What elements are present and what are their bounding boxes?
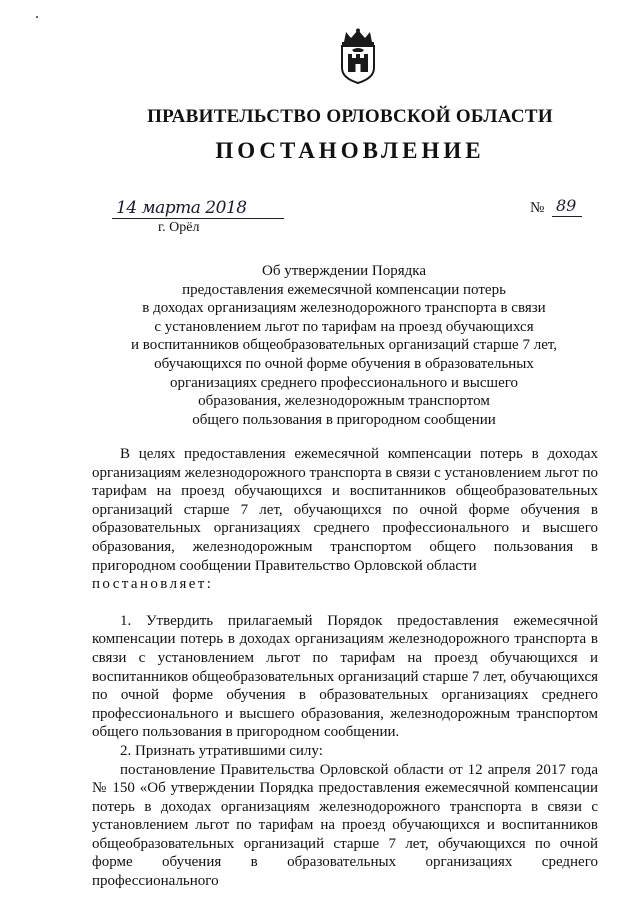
number-label: № xyxy=(530,200,545,216)
date-handwritten: 14 марта 2018 xyxy=(116,198,247,218)
subject-line: Об утверждении Порядка xyxy=(262,263,426,279)
government-title: ПРАВИТЕЛЬСТВО ОРЛОВСКОЙ ОБЛАСТИ xyxy=(147,106,553,127)
date-underline xyxy=(112,218,284,219)
subject-line: образования, железнодорожным транспортом xyxy=(198,393,490,410)
preamble-paragraph: В целях предоставления ежемесячной компенсации потерь в доходах организациям железнодорожного транспорта в связи с установлением льгот по тарифам на проезд обучающихся и воспитанников общеобразовательных организаций старше 7 лет, обучающихся по очной форме обучения в образовательных организациях среднего профессионального и высшего образования, железнодорожным транспортом общего пользования в пригородном сообщении Правительство Орловской области xyxy=(92,446,598,574)
item-2-text: постановление Правительства Орловской области от 12 апреля 2017 года № 150 «Об утверждении Порядка предоставления ежемесячной компенсации потерь в доходах организациям железнодорожного транспорта в связи с установлением льгот по тарифам на проезд обучающихся и воспитанников общеобразовательных организаций старше 7 лет, обучающихся по очной форме обучения в образовательных организациях среднего профессионального xyxy=(92,761,598,890)
subject-line: организациях среднего профессионального и высшего xyxy=(169,374,519,391)
subject-line: и воспитанников общеобразовательных организаций старше 7 лет, xyxy=(130,337,558,354)
city-label: г. Орёл xyxy=(158,220,200,235)
paragraph-gap xyxy=(92,594,598,612)
scan-speck xyxy=(36,16,38,18)
number-handwritten: 89 xyxy=(556,196,577,215)
subject-line: с установлением льгот по тарифам на проезд обучающихся xyxy=(154,318,534,335)
document-type-title: ПОСТАНОВЛЕНИЕ xyxy=(215,138,485,163)
item-1-paragraph: 1. Утвердить прилагаемый Порядок предоставления ежемесячной компенсации потерь в доходах организациям железнодорожного транспорта в связи с установлением льгот по тарифам на проезд обучающихся и воспитанников общеобразовательных организаций старше 7 лет, обучающихся по очной форме обучения в образовательных организациях среднего профессионального и высшего образования, железнодорожным транспортом общего пользования в пригородном сообщении. xyxy=(92,612,598,741)
subject-line: предоставления ежемесячной компенсации потерь xyxy=(182,281,506,298)
subject-line: в доходах организациям железнодорожного транспорта в связи xyxy=(142,300,546,317)
decree-word-line xyxy=(92,575,598,594)
document-subject xyxy=(80,262,608,429)
coat-of-arms-icon xyxy=(336,28,380,84)
number-underline xyxy=(552,216,582,217)
decree-word: постановляет: xyxy=(92,576,214,593)
subject-line: обучающихся по очной форме обучения в образовательных xyxy=(154,355,534,372)
item-2-heading: 2. Признать утратившими силу: xyxy=(120,742,323,759)
subject-line: общего пользования в пригородном сообщении xyxy=(192,411,496,428)
document-body xyxy=(92,445,598,891)
